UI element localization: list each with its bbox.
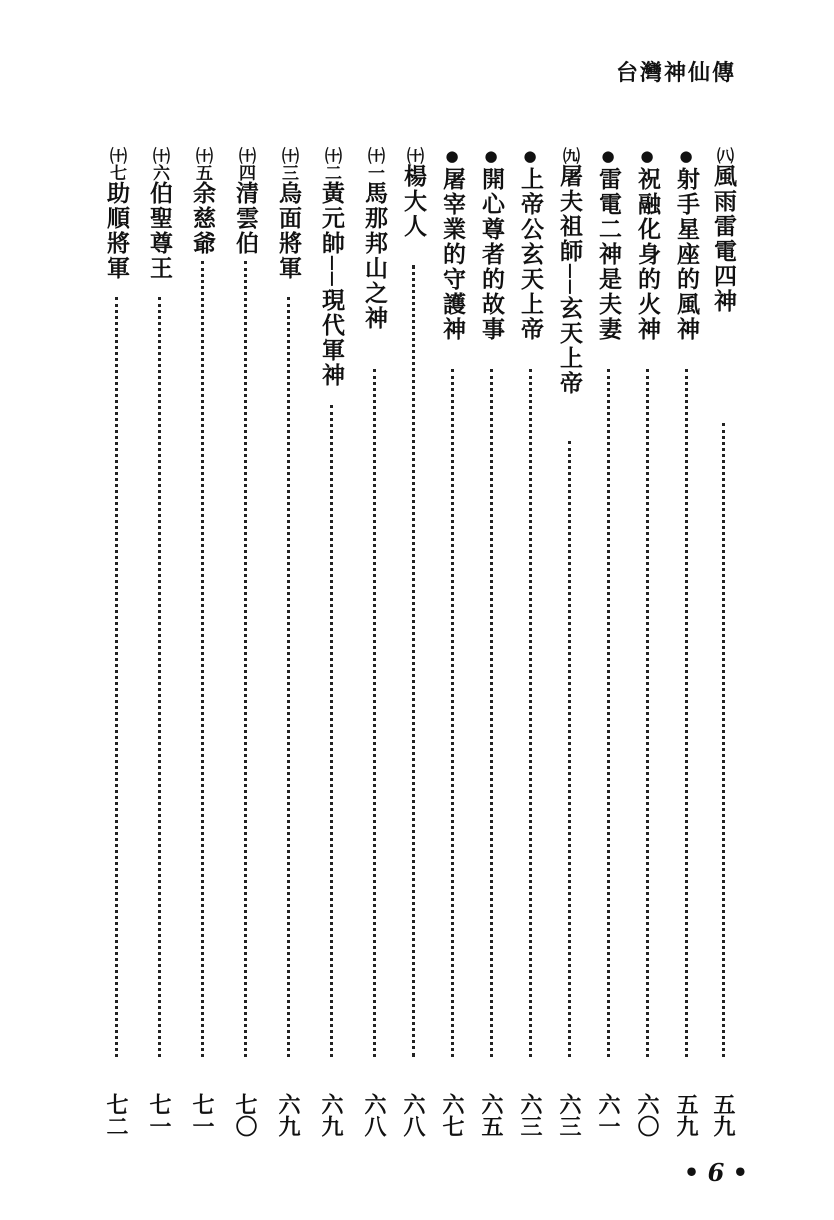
toc-entry-15[interactable] [141,147,177,1137]
dot-leader [529,369,532,1057]
toc-entry-title: ㈧風雨雷電四神 [710,147,737,314]
toc-entry-page: 六三 [556,1093,582,1137]
toc-entry-page: 七一 [189,1093,215,1137]
toc-entry-16[interactable] [98,147,134,1137]
toc-entry-page: 七〇 [232,1093,258,1137]
toc-entry-4[interactable] [590,147,626,1137]
dot-leader [373,369,376,1057]
toc-entry-title: ●雷電二神是夫妻 [595,147,622,342]
toc-entry-title: ●屠宰業的守護神 [439,147,466,342]
toc-entry-page: 六〇 [634,1093,660,1137]
dot-leader [244,261,247,1057]
dot-leader [158,297,161,1057]
toc-entry-title: ●祝融化身的火神 [634,147,661,342]
dot-leader [201,261,204,1057]
dot-leader [722,423,725,1057]
dot-leader [451,369,454,1057]
toc-entry-page: 六九 [275,1093,301,1137]
toc-entry-title: ㈩四清雲伯 [232,147,259,256]
toc-entry-title: ㈩三烏面將軍 [275,147,302,281]
toc-entry-page: 六九 [318,1093,344,1137]
toc-entry-page: 六一 [595,1093,621,1137]
dot-leader [607,369,610,1057]
toc-entry-8[interactable] [434,147,470,1137]
toc-entry-2[interactable] [668,147,704,1137]
toc-entry-title: ㈩六伯聖尊王 [146,147,173,281]
toc-entry-title: ㈩一馬那邦山之神 [361,147,388,331]
toc-entry-12[interactable] [270,147,306,1137]
toc-entry-13[interactable] [227,147,263,1137]
toc-entry-page: 五九 [710,1093,736,1137]
toc-entry-1[interactable] [705,147,741,1137]
toc-entry-3[interactable] [629,147,665,1137]
toc-entry-title: ㈩二黃元帥──現代軍神 [318,147,345,388]
toc-entry-page: 六三 [517,1093,543,1137]
toc-entry-title: ㈩七助順將軍 [103,147,130,281]
dot-leader [115,297,118,1057]
toc-entry-14[interactable] [184,147,220,1137]
toc-entry-title: ●射手星座的風神 [673,147,700,342]
toc-entry-11[interactable] [313,147,349,1137]
toc-entry-7[interactable] [473,147,509,1137]
toc-entry-title: ●上帝公玄天上帝 [517,147,544,342]
toc-entry-title: ㈩楊大人 [400,147,427,239]
dot-leader [685,369,688,1057]
toc-entry-title: ●開心尊者的故事 [478,147,505,342]
toc-entry-title: ㈩五余慈爺 [189,147,216,256]
dot-leader [568,441,571,1057]
toc-entry-6[interactable] [512,147,548,1137]
toc-entry-9[interactable] [395,147,431,1137]
dot-leader [412,265,415,1057]
toc-entry-10[interactable] [356,147,392,1137]
dot-leader [287,297,290,1057]
toc-entry-5[interactable] [551,147,587,1137]
toc-entry-page: 五九 [673,1093,699,1137]
toc-entry-page: 六五 [478,1093,504,1137]
dot-leader [646,369,649,1057]
toc-entry-page: 七一 [146,1093,172,1137]
toc-entry-page: 六七 [439,1093,465,1137]
dot-leader [490,369,493,1057]
toc-entry-page: 六八 [400,1093,426,1137]
toc-entry-page: 七二 [103,1093,129,1137]
toc-entry-page: 六八 [361,1093,387,1137]
page-number: • 6 • [683,1158,748,1187]
dot-leader [330,405,333,1057]
toc-entry-title: ㈨屠夫祖師──玄天上帝 [556,147,583,396]
book-title: 台灣神仙傳 [615,60,736,86]
